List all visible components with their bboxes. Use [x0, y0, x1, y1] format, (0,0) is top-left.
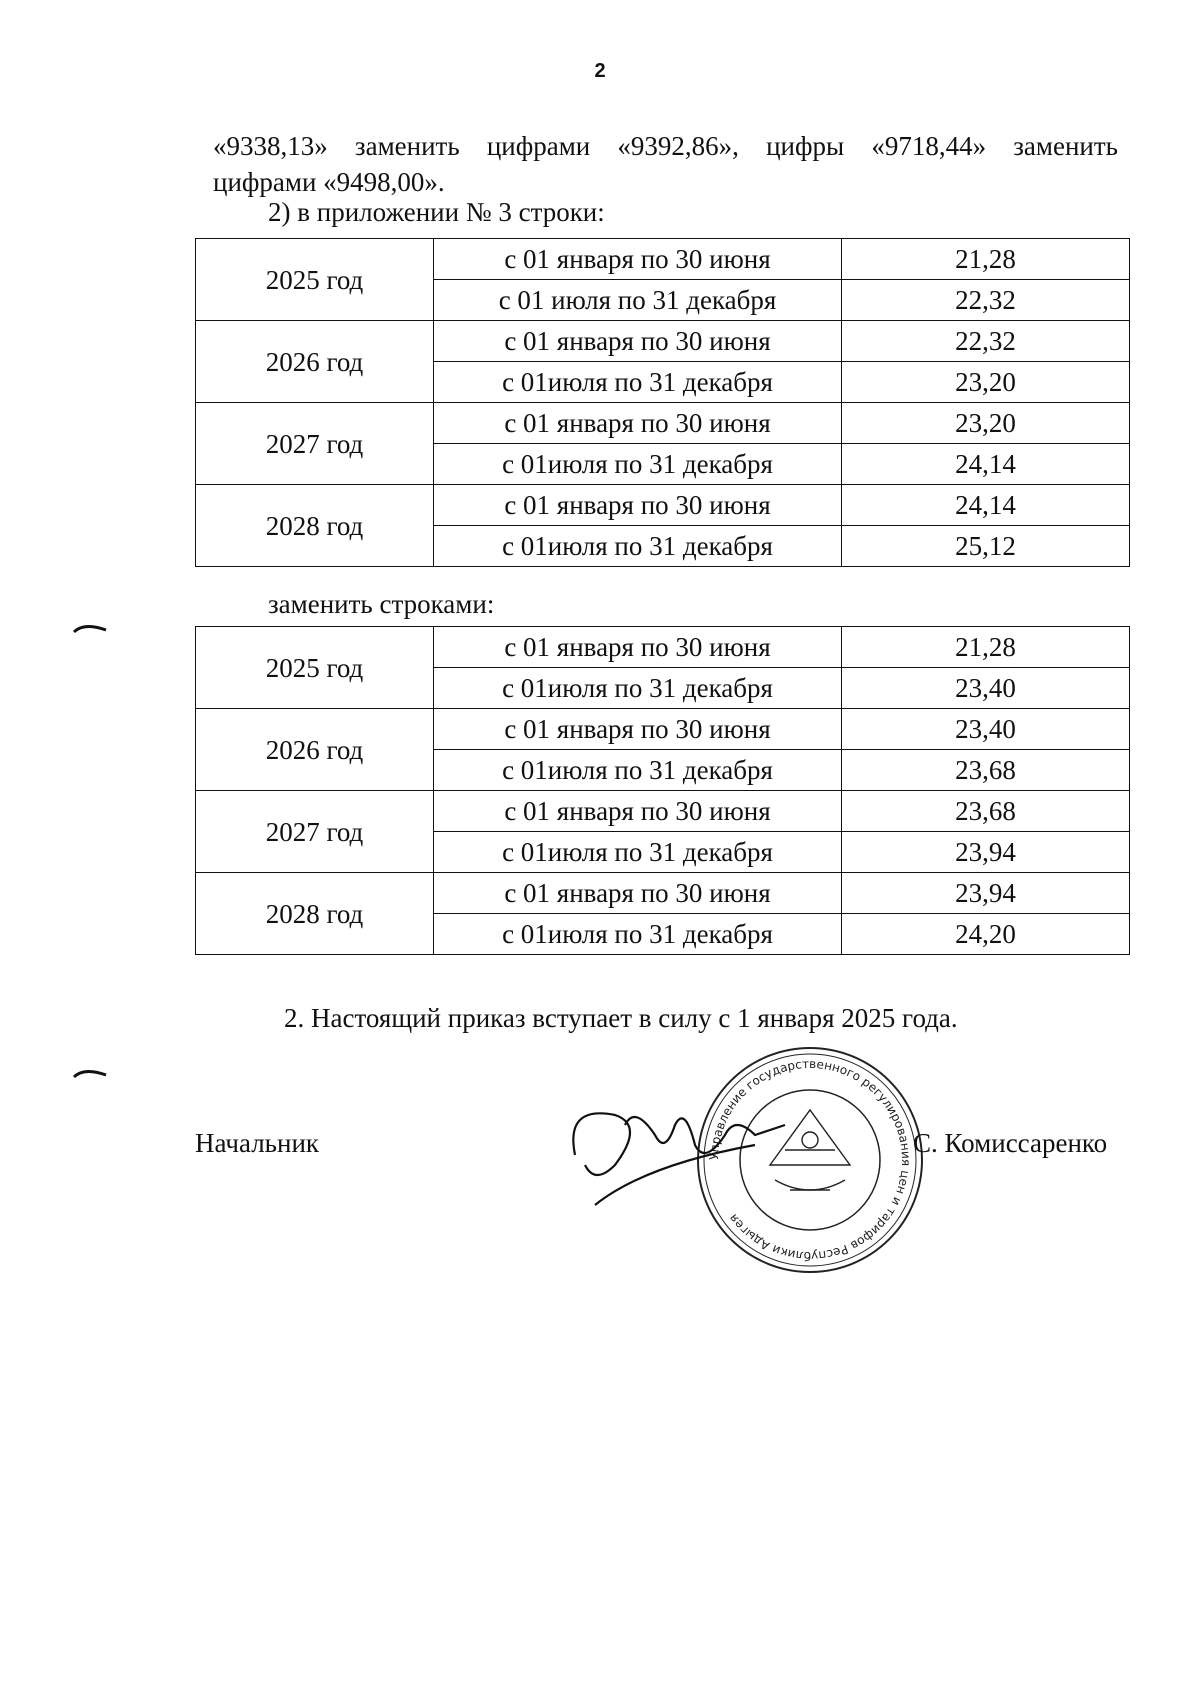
- tariff-table-old: [195, 238, 1130, 567]
- paragraph-line: цифрами «9498,00».: [213, 167, 445, 197]
- period-cell: с 01 января по 30 июня: [434, 791, 842, 832]
- period-cell: с 01 января по 30 июня: [434, 485, 842, 526]
- handwritten-signature: [555, 1085, 815, 1215]
- table-row: [196, 709, 1130, 750]
- value-cell: 24,14: [842, 485, 1130, 526]
- value-cell: 22,32: [842, 321, 1130, 362]
- punch-mark: [72, 620, 108, 638]
- value-cell: 21,28: [842, 239, 1130, 280]
- year-cell: 2028 год: [196, 873, 434, 955]
- value-cell: 23,20: [842, 403, 1130, 444]
- tariff-table-new: [195, 626, 1130, 955]
- period-cell: с 01 января по 30 июня: [434, 239, 842, 280]
- period-cell: с 01июля по 31 декабря: [434, 526, 842, 567]
- period-cell: с 01июля по 31 декабря: [434, 914, 842, 955]
- period-cell: с 01 января по 30 июня: [434, 627, 842, 668]
- period-cell: с 01июля по 31 декабря: [434, 832, 842, 873]
- value-cell: 21,28: [842, 627, 1130, 668]
- period-cell: с 01июля по 31 декабря: [434, 362, 842, 403]
- year-cell: 2027 год: [196, 791, 434, 873]
- period-cell: с 01 января по 30 июня: [434, 873, 842, 914]
- period-cell: с 01июля по 31 декабря: [434, 750, 842, 791]
- paragraph-line: «9338,13» заменить цифрами «9392,86», цифры «9718,44» заменить: [213, 131, 1118, 161]
- paragraph: 2) в приложении № 3 строки:: [268, 197, 605, 227]
- period-cell: с 01 января по 30 июня: [434, 321, 842, 362]
- table-row: [196, 627, 1130, 668]
- value-cell: 23,94: [842, 873, 1130, 914]
- year-cell: 2025 год: [196, 627, 434, 709]
- table-row: [196, 403, 1130, 444]
- value-cell: 23,40: [842, 709, 1130, 750]
- value-cell: 25,12: [842, 526, 1130, 567]
- year-cell: 2025 год: [196, 239, 434, 321]
- paragraph: заменить строками:: [268, 589, 495, 619]
- year-cell: 2028 год: [196, 485, 434, 567]
- period-cell: с 01 июля по 31 декабря: [434, 280, 842, 321]
- stamp-text: Управление государственного регулирования цен и тарифов Республики Адыгея: [706, 1056, 914, 1264]
- value-cell: 23,68: [842, 750, 1130, 791]
- value-cell: 23,20: [842, 362, 1130, 403]
- value-cell: 22,32: [842, 280, 1130, 321]
- period-cell: с 01июля по 31 декабря: [434, 444, 842, 485]
- signature-role: Начальник: [195, 1128, 320, 1158]
- period-cell: с 01июля по 31 декабря: [434, 668, 842, 709]
- year-cell: 2026 год: [196, 321, 434, 403]
- value-cell: 23,40: [842, 668, 1130, 709]
- value-cell: 24,14: [842, 444, 1130, 485]
- value-cell: 23,94: [842, 832, 1130, 873]
- table-row: [196, 239, 1130, 280]
- year-cell: 2027 год: [196, 403, 434, 485]
- signature-name: С. Комиссаренко: [913, 1128, 1108, 1158]
- period-cell: с 01 января по 30 июня: [434, 403, 842, 444]
- table-row: [196, 485, 1130, 526]
- punch-mark: [72, 1065, 108, 1083]
- table-row: [196, 873, 1130, 914]
- page-number: 2: [594, 60, 606, 82]
- value-cell: 23,68: [842, 791, 1130, 832]
- year-cell: 2026 год: [196, 709, 434, 791]
- table-row: [196, 791, 1130, 832]
- period-cell: с 01 января по 30 июня: [434, 709, 842, 750]
- table-row: [196, 321, 1130, 362]
- paragraph: 2. Настоящий приказ вступает в силу с 1 января 2025 года.: [284, 1003, 958, 1033]
- value-cell: 24,20: [842, 914, 1130, 955]
